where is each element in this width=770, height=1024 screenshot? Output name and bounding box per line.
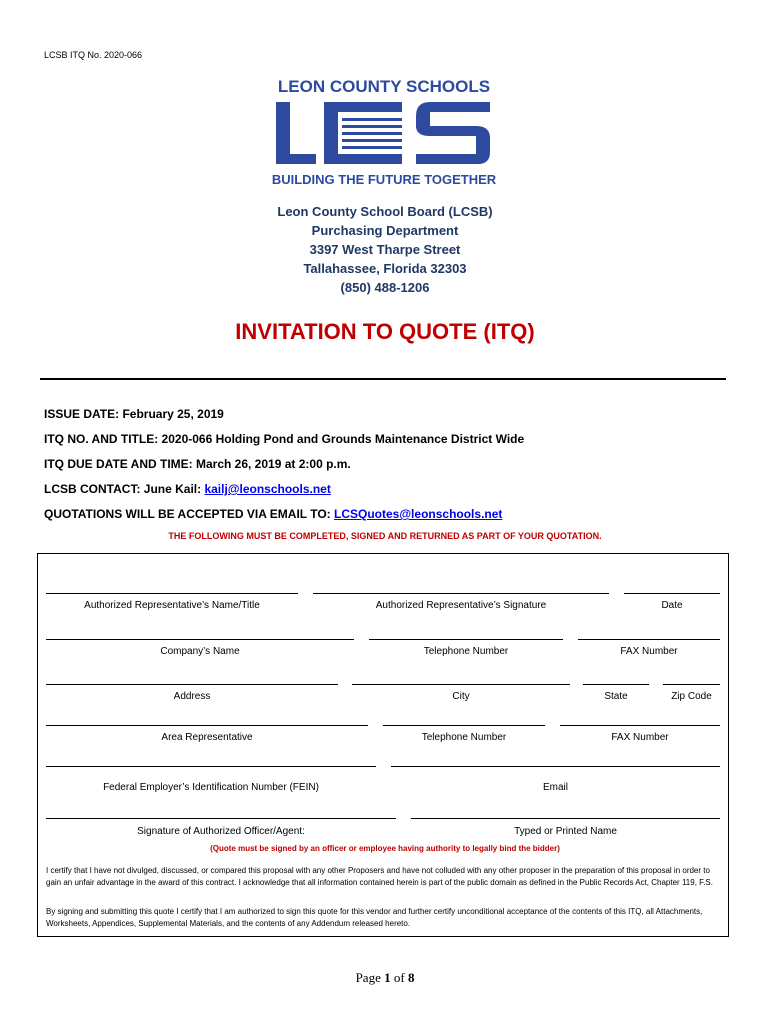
typed-name-field[interactable] <box>411 818 720 819</box>
date-field[interactable] <box>624 593 720 594</box>
contact-email-link[interactable]: kailj@leonschools.net <box>204 482 331 496</box>
fax2-field[interactable] <box>560 725 720 726</box>
page-number <box>0 970 770 986</box>
rep-signature-label: Authorized Representative’s Signature <box>375 600 547 611</box>
address-label: Address <box>173 691 211 702</box>
completion-notice: THE FOLLOWING MUST BE COMPLETED, SIGNED AND RETURNED AS PART OF YOUR QUOTATION. <box>168 531 602 541</box>
city-field[interactable] <box>352 684 570 685</box>
officer-signature-label: Signature of Authorized Officer/Agent: <box>137 826 305 837</box>
quotations-line <box>44 507 502 521</box>
email-field[interactable] <box>391 766 720 767</box>
rep-name-field[interactable] <box>46 593 298 594</box>
page-current: 1 <box>384 970 391 985</box>
fax1-field[interactable] <box>578 639 720 640</box>
rep-signature-field[interactable] <box>313 593 609 594</box>
address-line-1: Leon County School Board (LCSB) <box>277 204 493 219</box>
email-label: Email <box>542 782 568 793</box>
zip-field[interactable] <box>663 684 720 685</box>
telephone1-label: Telephone Number <box>423 646 509 657</box>
city-label: City <box>452 691 470 702</box>
address-field[interactable] <box>46 684 338 685</box>
document-title: INVITATION TO QUOTE (ITQ) <box>235 319 535 344</box>
issue-date: ISSUE DATE: February 25, 2019 <box>44 407 224 421</box>
company-name-label: Company’s Name <box>160 646 240 657</box>
fein-field[interactable] <box>46 766 376 767</box>
signing-authority-note: (Quote must be signed by an officer or employee having authority to legally bind the bidder) <box>210 844 560 853</box>
typed-name-label: Typed or Printed Name <box>514 826 617 837</box>
logo-bottom-text: BUILDING THE FUTURE TOGETHER <box>271 172 497 187</box>
quotations-email-link[interactable]: LCSQuotes@leonschools.net <box>334 507 503 521</box>
officer-signature-field[interactable] <box>46 818 396 819</box>
telephone1-field[interactable] <box>369 639 563 640</box>
company-name-field[interactable] <box>46 639 354 640</box>
itq-no-title: ITQ NO. AND TITLE: 2020-066 Holding Pond and Grounds Maintenance District Wide <box>44 432 525 446</box>
fax1-label: FAX Number <box>620 646 678 657</box>
lcs-logo <box>270 74 498 190</box>
title-divider <box>40 378 726 380</box>
area-rep-field[interactable] <box>46 725 368 726</box>
fein-label: Federal Employer’s Identification Number (FEIN) <box>103 782 319 793</box>
state-label: State <box>604 691 628 702</box>
page-of-label: of <box>390 970 408 985</box>
contact-label: LCSB CONTACT: June Kail: <box>44 482 205 496</box>
address-line-5: (850) 488-1206 <box>340 280 430 295</box>
certification-paragraph-2: By signing and submitting this quote I certify that I am authorized to sign this quote for this vendor and further certify unconditional acceptance of the contents of this ITQ, all Attachments, Worksheets, Appendices, Supplemental Materials, and the contents of any Addendum released hereto. <box>46 907 703 928</box>
page-total: 8 <box>407 970 415 985</box>
area-rep-label: Area Representative <box>161 732 253 743</box>
state-field[interactable] <box>583 684 649 685</box>
date-label: Date <box>661 600 683 611</box>
rep-name-label: Authorized Representative’s Name/Title <box>84 600 260 611</box>
address-line-2: Purchasing Department <box>311 223 459 238</box>
itq-number-header: LCSB ITQ No. 2020-066 <box>44 50 143 60</box>
telephone2-field[interactable] <box>383 725 545 726</box>
zip-label: Zip Code <box>671 691 712 702</box>
lcsb-contact <box>44 482 331 496</box>
logo-top-text: LEON COUNTY SCHOOLS <box>277 77 491 96</box>
telephone2-label: Telephone Number <box>421 732 507 743</box>
address-line-3: 3397 West Tharpe Street <box>309 242 461 257</box>
certification-paragraph-1: I certify that I have not divulged, discussed, or compared this proposal with any other Proposers and have not colluded with any other proposer in the preparation of this proposal in order to gain an unfair advantage in the award of this contract. I acknowledge that all information contained herein is part of the public domain as defined in the Public Records Act, Chapter 119, F.S. <box>46 866 713 887</box>
fax2-label: FAX Number <box>611 732 669 743</box>
lcs-monogram <box>276 102 490 164</box>
page-label: Page <box>355 970 385 985</box>
address-line-4: Tallahassee, Florida 32303 <box>303 261 467 276</box>
quotations-label: QUOTATIONS WILL BE ACCEPTED VIA EMAIL TO: <box>44 507 335 521</box>
due-date: ITQ DUE DATE AND TIME: March 26, 2019 at 2:00 p.m. <box>44 457 351 471</box>
